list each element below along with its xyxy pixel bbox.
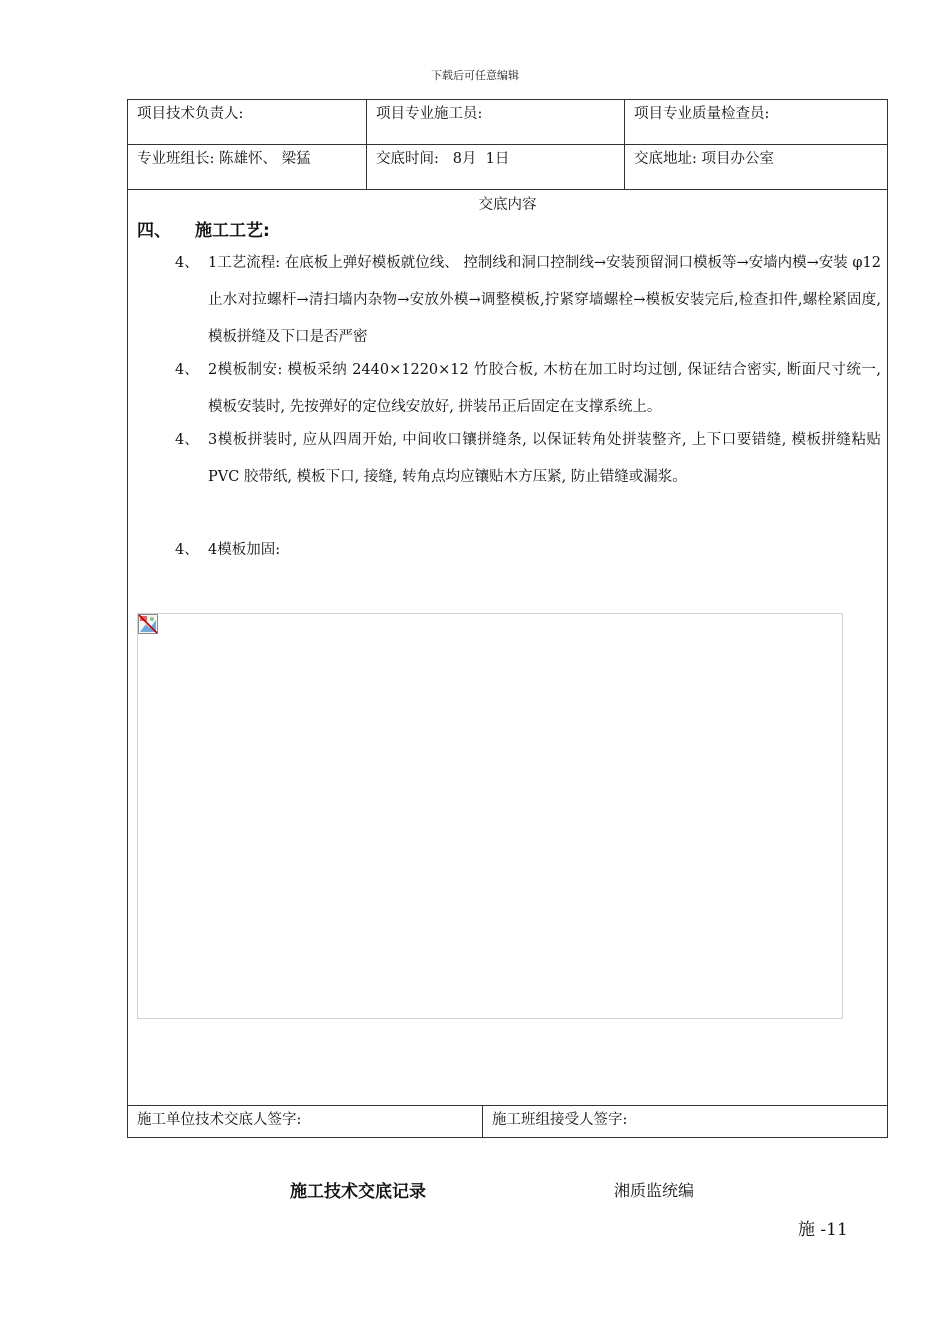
team-leader-cell: 专业班组长: 陈雄怀、 梁猛 xyxy=(137,151,311,167)
item-text: 4模板加固: xyxy=(208,542,281,558)
list-item xyxy=(175,422,881,496)
footer-title: 施工技术交底记录 xyxy=(290,1182,426,1202)
item-number: 4、 xyxy=(175,432,199,448)
list-item xyxy=(175,245,881,356)
team-receiver-cell: 施工班组接受人签字: xyxy=(482,1106,887,1137)
item-text: 3模板拼装时, 应从四周开始, 中间收口镶拼缝条, 以保证转角处拼装整齐, 上下口要错缝, 模板拼缝粘贴 PVC 胶带纸, 模板下口, 接缝, 转角点均应镶贴木方压紧, 防止错缝或漏浆。 xyxy=(208,432,881,485)
quality-inspector-cell: 项目专业质量检查员: xyxy=(624,100,887,144)
page-code: 施 -11 xyxy=(798,1220,848,1240)
item-text: 1工艺流程: 在底板上弹好模板就位线、 控制线和洞口控制线→安装预留洞口模板等→安墙内模→安装 φ12 止水对拉螺杆→清扫墙内杂物→安放外模→调整模板,拧紧穿墙螺栓→模板安装完后,检查扣件,螺栓紧固度,模板拼缝及下口是否严密 xyxy=(208,255,881,345)
list-item xyxy=(175,532,881,569)
item-number: 4、 xyxy=(175,542,199,558)
section-number: 四、 xyxy=(137,221,171,241)
table-row-personnel xyxy=(128,100,887,145)
footer-org: 湘质监统编 xyxy=(614,1181,695,1200)
broken-image-icon xyxy=(138,614,158,634)
section-heading xyxy=(137,216,270,241)
tech-lead-cell: 项目技术负责人: xyxy=(137,106,244,122)
briefing-record-table xyxy=(127,99,888,1138)
image-placeholder xyxy=(137,613,843,1019)
content-title: 交底内容 xyxy=(478,197,537,213)
construction-worker-cell: 项目专业施工员: xyxy=(366,100,624,144)
briefing-location-cell: 交底地址: 项目办公室 xyxy=(624,145,887,189)
section-title: 施工工艺: xyxy=(195,221,270,241)
item-number: 4、 xyxy=(175,255,199,271)
item-number: 4、 xyxy=(175,362,199,378)
unit-signer-cell: 施工单位技术交底人签字: xyxy=(137,1112,302,1128)
briefing-time-cell: 交底时间: 8月 1日 xyxy=(366,145,624,189)
list-item xyxy=(175,352,881,426)
signature-row xyxy=(128,1105,887,1137)
download-note: 下载后可任意编辑 xyxy=(431,69,519,82)
table-row-briefing-info xyxy=(128,145,887,190)
item-text: 2模板制安: 模板采纳 2440×1220×12 竹胶合板, 木枋在加工时均过刨, 保证结合密实, 断面尺寸统一, 模板安装时, 先按弹好的定位线安放好, 拼装吊正后固定在支撑系统上。 xyxy=(208,362,881,415)
